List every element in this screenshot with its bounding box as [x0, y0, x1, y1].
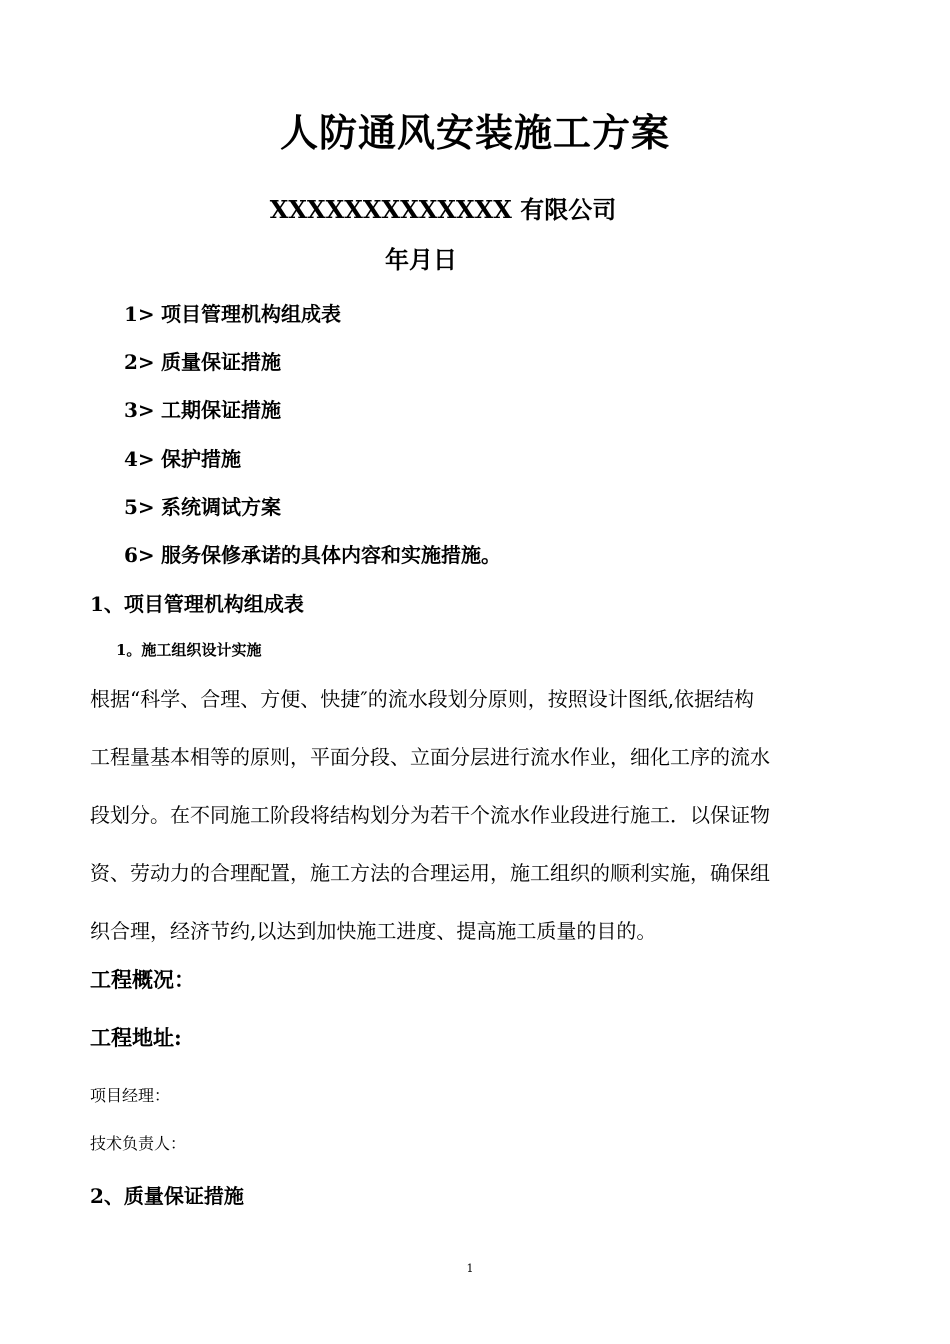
toc-item-number: 6> [124, 543, 155, 567]
toc-item-label: 质量保证措施 [161, 350, 281, 374]
page-number: 1 [466, 1262, 474, 1275]
toc-item-label: 服务保修承诺的具体内容和实施措施。 [161, 543, 501, 567]
toc-item [124, 443, 241, 472]
paragraph-line: 工程量基本相等的原则，平面分段、立面分层进行流水作业，细化工序的流水 [90, 745, 770, 769]
document-title: 人防通风安装施工方案 [279, 110, 670, 155]
toc-item-number: 2> [124, 350, 155, 374]
body-paragraph [90, 670, 860, 960]
company-name: XXXXXXXXXXXXX 有限公司 [269, 195, 617, 224]
toc-item-number: 5> [124, 495, 155, 519]
paragraph-line: 织合理，经济节约,以达到加快施工进度、提高施工质量的目的。 [90, 919, 657, 943]
technical-lead-label: 技术负责人： [90, 1134, 187, 1153]
toc-item-number: 3> [124, 398, 155, 422]
toc-item-label: 工期保证措施 [161, 398, 281, 422]
toc-item-number: 4> [124, 447, 155, 471]
toc-item-label: 系统调试方案 [161, 495, 281, 519]
toc-item [124, 298, 341, 327]
subsection-heading: 1。施工组织设计实施 [116, 641, 262, 659]
paragraph-line: 根据“科学、合理、方便、快捷″的流水段划分原则，按照设计图纸,依据结构 [90, 687, 755, 711]
paragraph-line: 资、劳动力的合理配置，施工方法的合理运用，施工组织的顺利实施，确保组 [90, 861, 770, 885]
toc-item [124, 346, 281, 375]
paragraph-line: 段划分。在不同施工阶段将结构划分为若干个流水作业段进行施工．以保证物 [90, 803, 770, 827]
toc-item [124, 491, 281, 520]
project-overview-label: 工程概况： [90, 967, 195, 992]
project-manager-label: 项目经理： [90, 1086, 171, 1105]
document-date: 年月日 [385, 245, 457, 274]
toc-item-label: 保护措施 [161, 447, 241, 471]
toc-item-number: 1> [124, 302, 155, 326]
toc-item [124, 539, 501, 568]
section-heading-2: 2、质量保证措施 [90, 1184, 244, 1208]
toc-item-label: 项目管理机构组成表 [161, 302, 341, 326]
toc-item [124, 394, 281, 423]
project-address-label: 工程地址: [90, 1025, 182, 1050]
section-heading-1: 1、项目管理机构组成表 [90, 592, 304, 616]
